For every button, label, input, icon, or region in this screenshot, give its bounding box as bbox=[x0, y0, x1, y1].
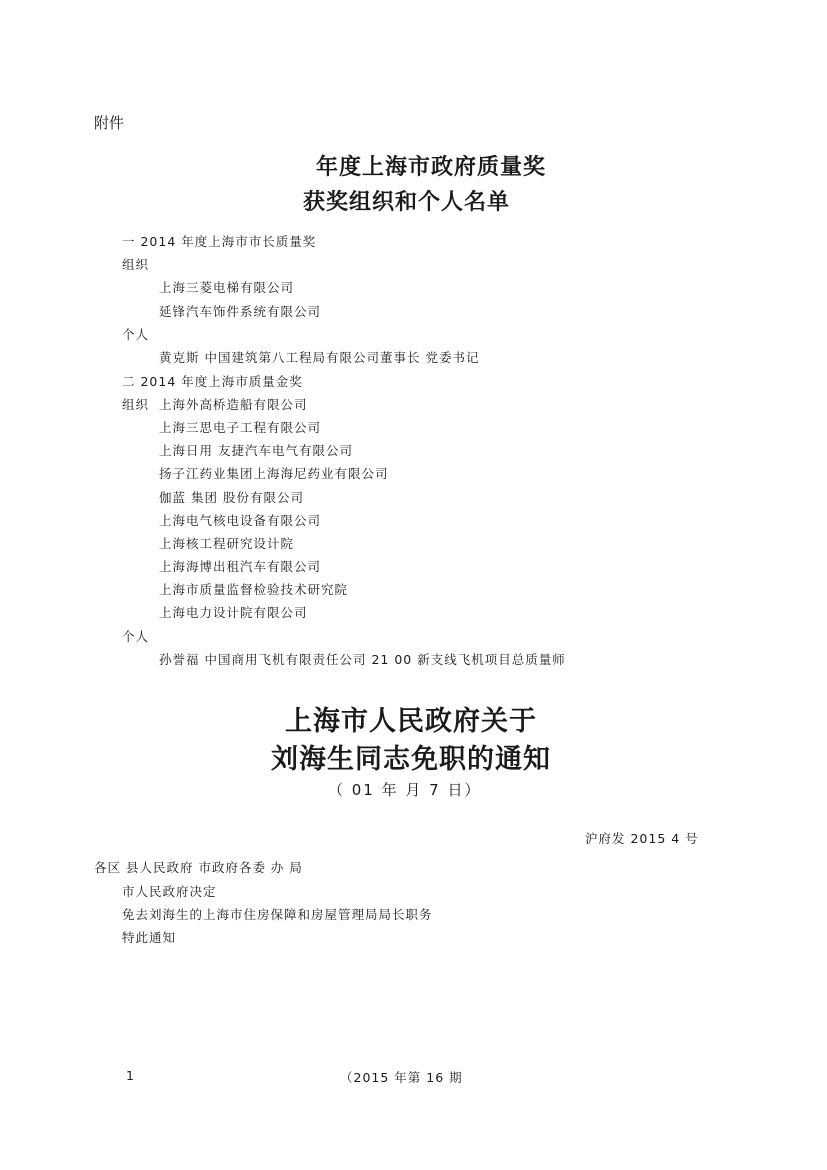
section2-org-item: 伽蓝 集团 股份有限公司 bbox=[159, 490, 304, 505]
notice-body-line: 免去刘海生的上海市住房保障和房屋管理局局长职务 bbox=[122, 907, 433, 922]
page-number: 1 bbox=[126, 1068, 135, 1083]
section2-heading: 二 2014 年度上海市质量金奖 bbox=[122, 374, 303, 389]
section2-org-item: 上海电气核电设备有限公司 bbox=[159, 513, 322, 528]
notice-title-line2: 刘海生同志免职的通知 bbox=[271, 744, 551, 775]
section1-heading: 一 2014 年度上海市市长质量奖 bbox=[122, 234, 317, 249]
notice-title-line1: 上海市人民政府关于 bbox=[285, 706, 537, 737]
issue-label: （2015 年第 16 期 bbox=[340, 1070, 463, 1085]
addressee: 各区 县人民政府 市政府各委 办 局 bbox=[94, 860, 303, 875]
section2-org-item: 扬子江药业集团上海海尼药业有限公司 bbox=[159, 466, 389, 481]
section2-org-item: 上海市质量监督检验技术研究院 bbox=[159, 582, 349, 597]
section2-org-item: 上海电力设计院有限公司 bbox=[159, 605, 308, 620]
section1-person-item: 黄克斯 中国建筑第八工程局有限公司董事长 党委书记 bbox=[159, 350, 480, 365]
section2-org-item: 上海外高桥造船有限公司 bbox=[159, 397, 308, 412]
section2-org-label: 组织 bbox=[122, 397, 150, 412]
notice-body-line: 市人民政府决定 bbox=[122, 884, 217, 899]
section2-org-item: 上海三思电子工程有限公司 bbox=[159, 420, 322, 435]
notice-date: （ 01 年 月 7 日） bbox=[328, 781, 482, 799]
award-list-title-line1: 年度上海市政府质量奖 bbox=[316, 154, 547, 180]
notice-body-line: 特此通知 bbox=[122, 930, 177, 945]
section1-org-item: 上海三菱电梯有限公司 bbox=[159, 280, 295, 295]
section1-org-item: 延锋汽车饰件系统有限公司 bbox=[159, 304, 322, 319]
section2-org-item: 上海日用 友捷汽车电气有限公司 bbox=[159, 443, 353, 458]
section1-org-label: 组织 bbox=[122, 257, 150, 272]
section2-org-item: 上海海博出租汽车有限公司 bbox=[159, 559, 322, 574]
section2-person-item: 孙誉福 中国商用飞机有限责任公司 21 00 新支线飞机项目总质量师 bbox=[159, 652, 566, 667]
award-list-title-line2: 获奖组织和个人名单 bbox=[303, 189, 511, 215]
section2-org-item: 上海核工程研究设计院 bbox=[159, 536, 295, 551]
attachment-label: 附件 bbox=[94, 114, 125, 132]
section2-person-label: 个人 bbox=[122, 629, 150, 644]
doc-number: 沪府发 2015 4 号 bbox=[585, 831, 699, 846]
section1-person-label: 个人 bbox=[122, 327, 150, 342]
